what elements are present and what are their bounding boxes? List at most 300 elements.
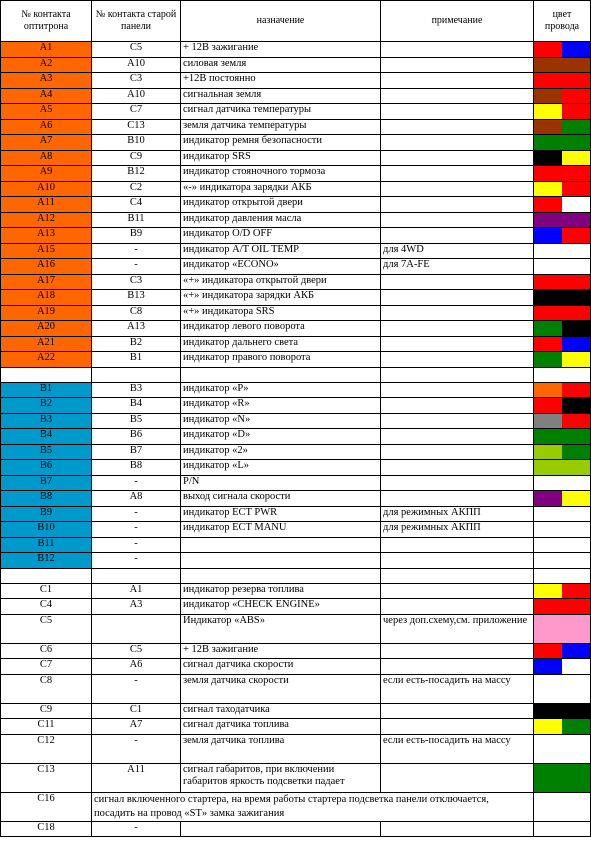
note-cell: для 4WD (381, 243, 534, 259)
purpose-cell (181, 537, 381, 553)
optitron-pin: C9 (1, 703, 92, 719)
wire-color-bars (534, 476, 590, 491)
wire-color-bars (534, 429, 590, 444)
wire-color-swatch (534, 57, 591, 73)
wire-color-bars (534, 73, 590, 88)
old-panel-pin: C7 (92, 104, 181, 120)
table-row (1, 352, 591, 368)
wire-color-yellow (534, 182, 562, 197)
wire-color-red (534, 306, 562, 321)
wire-color-bars (534, 306, 590, 321)
wire-color-red (534, 275, 562, 290)
table-row (1, 583, 591, 599)
table-row (1, 763, 591, 792)
optitron-pin: C7 (1, 659, 92, 675)
note-cell (381, 659, 534, 675)
wire-color-green (562, 445, 590, 460)
optitron-pin: C6 (1, 643, 92, 659)
note-cell (381, 305, 534, 321)
wire-color-white (562, 675, 590, 703)
wire-color-red (562, 104, 590, 119)
optitron-pin: A16 (1, 259, 92, 275)
wire-color-swatch (534, 259, 591, 275)
optitron-pin: A20 (1, 321, 92, 337)
table-row (1, 259, 591, 275)
old-panel-pin: B7 (92, 444, 181, 460)
wire-color-bars (534, 538, 590, 553)
table-row (1, 274, 591, 290)
table-row (1, 614, 591, 643)
note-cell: для режимных АКПП (381, 506, 534, 522)
wire-color-bars (534, 553, 590, 568)
note-cell (381, 119, 534, 135)
purpose-cell: индикатор «R» (181, 398, 381, 414)
optitron-pin: B3 (1, 413, 92, 429)
wire-color-red (562, 599, 590, 614)
old-panel-pin: C5 (92, 42, 181, 58)
optitron-pin: A8 (1, 150, 92, 166)
wire-color-swatch (534, 197, 591, 213)
wire-color-bars (534, 104, 590, 119)
table-row (1, 398, 591, 414)
table-row (1, 444, 591, 460)
table-row (1, 305, 591, 321)
wire-color-bars (534, 337, 590, 352)
wire-color-red (562, 383, 590, 398)
old-panel-pin (92, 614, 181, 643)
old-panel-pin: B12 (92, 166, 181, 182)
optitron-pin: A3 (1, 73, 92, 89)
old-panel-pin: C8 (92, 305, 181, 321)
wire-color-red (534, 42, 562, 57)
wire-color-bars (534, 764, 590, 792)
wire-color-swatch (534, 166, 591, 182)
wire-color-swatch (534, 88, 591, 104)
old-panel-pin: A3 (92, 599, 181, 615)
optitron-pin: B4 (1, 429, 92, 445)
optitron-pin: B8 (1, 491, 92, 507)
empty-cell (1, 367, 92, 382)
purpose-cell (181, 553, 381, 569)
wire-color-swatch (534, 522, 591, 538)
wire-color-brown (534, 89, 562, 104)
wire-color-bars (534, 58, 590, 73)
purpose-cell: сигнал включенного стартера, на время работы стартера подсветка панели отключается, посадить на провод «ST» замка зажигания (92, 792, 534, 821)
wire-color-white (562, 244, 590, 259)
note-cell (381, 821, 534, 837)
wire-color-swatch (534, 135, 591, 151)
old-panel-pin: A13 (92, 321, 181, 337)
note-cell (381, 197, 534, 213)
wire-color-swatch (534, 352, 591, 368)
wire-color-bars (534, 197, 590, 212)
table-row (1, 73, 591, 89)
wire-color-pink (562, 615, 590, 643)
wire-color-swatch (534, 305, 591, 321)
wire-color-black (562, 704, 590, 719)
optitron-pin: A17 (1, 274, 92, 290)
note-cell (381, 460, 534, 476)
wire-color-swatch (534, 243, 591, 259)
wire-color-green (562, 764, 590, 792)
optitron-pin: A6 (1, 119, 92, 135)
wire-color-purple (562, 213, 590, 228)
wire-color-swatch (534, 104, 591, 120)
table-row (1, 792, 591, 821)
optitron-pin: C1 (1, 583, 92, 599)
header-old-panel-pin: № контакта старой панели (92, 1, 181, 42)
wire-color-lime (534, 460, 562, 475)
note-cell (381, 719, 534, 735)
wire-color-brown (534, 58, 562, 73)
old-panel-pin: B6 (92, 429, 181, 445)
table-row (1, 88, 591, 104)
wire-color-bars (534, 275, 590, 290)
wire-color-swatch (534, 321, 591, 337)
note-cell: для режимных АКПП (381, 522, 534, 538)
purpose-cell: силовая земля (181, 57, 381, 73)
wire-color-swatch (534, 821, 591, 837)
purpose-cell: «+» индикатора SRS (181, 305, 381, 321)
old-panel-pin: - (92, 506, 181, 522)
table-row (1, 821, 591, 837)
old-panel-pin: A10 (92, 88, 181, 104)
note-cell (381, 413, 534, 429)
wire-color-white (562, 197, 590, 212)
wire-color-green (562, 135, 590, 150)
wire-color-swatch (534, 73, 591, 89)
wire-color-red (562, 228, 590, 243)
empty-cell (92, 367, 181, 382)
old-panel-pin: C2 (92, 181, 181, 197)
note-cell (381, 88, 534, 104)
wire-color-bars (534, 615, 590, 643)
wire-color-green (534, 352, 562, 367)
wire-color-bars (534, 228, 590, 243)
old-panel-pin: A1 (92, 583, 181, 599)
optitron-pin: A12 (1, 212, 92, 228)
note-cell (381, 166, 534, 182)
optitron-pin: A21 (1, 336, 92, 352)
optitron-pin: A1 (1, 42, 92, 58)
optitron-pin: C13 (1, 763, 92, 792)
note-cell (381, 444, 534, 460)
wire-color-swatch (534, 553, 591, 569)
wire-color-brown (562, 58, 590, 73)
old-panel-pin: A7 (92, 719, 181, 735)
optitron-pin: B1 (1, 382, 92, 398)
wire-color-blue (534, 659, 562, 674)
optitron-pin: B9 (1, 506, 92, 522)
note-cell: если есть-посадить на массу (381, 674, 534, 703)
wire-color-yellow (562, 352, 590, 367)
old-panel-pin: - (92, 475, 181, 491)
table-row (1, 429, 591, 445)
table-row (1, 290, 591, 306)
table-row (1, 243, 591, 259)
old-panel-pin: B13 (92, 290, 181, 306)
optitron-pin: C8 (1, 674, 92, 703)
purpose-cell: P/N (181, 475, 381, 491)
wire-color-orange (534, 383, 562, 398)
table-row (1, 42, 591, 58)
optitron-pin: A10 (1, 181, 92, 197)
purpose-cell: Индикатор «ABS» (181, 614, 381, 643)
purpose-cell: индикатор «L» (181, 460, 381, 476)
wire-color-red (562, 414, 590, 429)
old-panel-pin: A6 (92, 659, 181, 675)
wire-color-white (534, 675, 562, 703)
old-panel-pin: B5 (92, 413, 181, 429)
wire-color-white (562, 259, 590, 274)
old-panel-pin: B2 (92, 336, 181, 352)
empty-cell (381, 568, 534, 583)
table-row (1, 674, 591, 703)
purpose-cell: индикатор «N» (181, 413, 381, 429)
optitron-pin: A9 (1, 166, 92, 182)
wire-color-purple (534, 491, 562, 506)
wire-color-green (534, 135, 562, 150)
purpose-cell: сигнал датчика топлива (181, 719, 381, 735)
wire-color-swatch (534, 181, 591, 197)
note-cell (381, 181, 534, 197)
wire-color-white (562, 735, 590, 763)
optitron-pin: A7 (1, 135, 92, 151)
wire-color-white (562, 659, 590, 674)
wire-color-bars (534, 460, 590, 475)
table-row (1, 212, 591, 228)
purpose-cell: земля датчика температуры (181, 119, 381, 135)
note-cell (381, 336, 534, 352)
wire-color-swatch (534, 429, 591, 445)
wire-color-white (534, 507, 562, 522)
wire-color-bars (534, 182, 590, 197)
wire-color-green (562, 429, 590, 444)
wire-color-green (534, 764, 562, 792)
table-row (1, 135, 591, 151)
old-panel-pin: - (92, 259, 181, 275)
wire-color-bars (534, 135, 590, 150)
wire-color-yellow (534, 584, 562, 599)
purpose-cell: индикатор дальнего света (181, 336, 381, 352)
wire-color-black (534, 290, 562, 305)
table-row (1, 506, 591, 522)
note-cell (381, 57, 534, 73)
wire-color-red (562, 275, 590, 290)
purpose-cell: индикатор левого поворота (181, 321, 381, 337)
wire-color-bars (534, 120, 590, 135)
empty-cell (534, 367, 591, 382)
wire-color-swatch (534, 150, 591, 166)
wire-color-bars (534, 166, 590, 181)
old-panel-pin: - (92, 537, 181, 553)
wire-color-bars (534, 321, 590, 336)
table-row (1, 228, 591, 244)
spacer-row (1, 367, 591, 382)
purpose-cell: земля датчика топлива (181, 734, 381, 763)
wire-color-bars (534, 599, 590, 614)
old-panel-pin: C13 (92, 119, 181, 135)
wire-color-swatch (534, 212, 591, 228)
wire-color-yellow (534, 719, 562, 734)
wire-color-swatch (534, 763, 591, 792)
empty-cell (534, 568, 591, 583)
note-cell (381, 290, 534, 306)
optitron-pin: C4 (1, 599, 92, 615)
wire-color-swatch (534, 460, 591, 476)
table-row (1, 181, 591, 197)
optitron-pin: B2 (1, 398, 92, 414)
purpose-cell: выход сигнала скорости (181, 491, 381, 507)
wire-color-bars (534, 89, 590, 104)
empty-cell (381, 367, 534, 382)
purpose-cell: +12В постоянно (181, 73, 381, 89)
wire-color-blue (534, 228, 562, 243)
table-row (1, 336, 591, 352)
wire-color-swatch (534, 659, 591, 675)
wire-color-bars (534, 151, 590, 166)
table-row (1, 57, 591, 73)
wire-color-bars (534, 704, 590, 719)
table-row (1, 119, 591, 135)
wire-color-bars (534, 244, 590, 259)
note-cell (381, 104, 534, 120)
wire-color-green (562, 719, 590, 734)
optitron-pin: B5 (1, 444, 92, 460)
wire-color-white (534, 476, 562, 491)
old-panel-pin: - (92, 243, 181, 259)
wire-color-bars (534, 42, 590, 57)
note-cell: для 7A-FE (381, 259, 534, 275)
wire-color-red (562, 166, 590, 181)
table-row (1, 719, 591, 735)
purpose-cell: индикатор «P» (181, 382, 381, 398)
wire-color-bars (534, 522, 590, 537)
wire-color-red (562, 306, 590, 321)
old-panel-pin: A8 (92, 491, 181, 507)
wire-color-swatch (534, 290, 591, 306)
purpose-cell: «-» индикатора зарядки АКБ (181, 181, 381, 197)
purpose-cell: индикатор стояночного тормоза (181, 166, 381, 182)
old-panel-pin: B8 (92, 460, 181, 476)
wire-color-swatch (534, 643, 591, 659)
purpose-cell: индикатор ECT PWR (181, 506, 381, 522)
table-row (1, 475, 591, 491)
wire-color-red (534, 197, 562, 212)
wire-color-red (562, 73, 590, 88)
optitron-pin: C12 (1, 734, 92, 763)
wire-color-swatch (534, 274, 591, 290)
optitron-pin: B11 (1, 537, 92, 553)
wire-color-bars (534, 445, 590, 460)
note-cell (381, 42, 534, 58)
wire-color-swatch (534, 413, 591, 429)
old-panel-pin: - (92, 522, 181, 538)
wire-color-swatch (534, 119, 591, 135)
note-cell (381, 135, 534, 151)
table-row (1, 104, 591, 120)
wire-color-gray (534, 414, 562, 429)
wire-color-green (534, 321, 562, 336)
purpose-cell: индикатор «2» (181, 444, 381, 460)
old-panel-pin: B4 (92, 398, 181, 414)
note-cell (381, 352, 534, 368)
wire-color-yellow (562, 151, 590, 166)
table-row (1, 150, 591, 166)
old-panel-pin: C9 (92, 150, 181, 166)
wire-color-swatch (534, 506, 591, 522)
wire-color-swatch (534, 42, 591, 58)
wire-color-white (562, 538, 590, 553)
old-panel-pin: B1 (92, 352, 181, 368)
old-panel-pin: B3 (92, 382, 181, 398)
wire-color-white (534, 735, 562, 763)
empty-cell (181, 568, 381, 583)
optitron-pin: B7 (1, 475, 92, 491)
old-panel-pin: C3 (92, 73, 181, 89)
wire-color-swatch (534, 614, 591, 643)
wire-color-swatch (534, 444, 591, 460)
purpose-cell: земля датчика скорости (181, 674, 381, 703)
wire-color-pink (534, 615, 562, 643)
wire-color-bars (534, 675, 590, 703)
wire-color-red (534, 599, 562, 614)
table-row (1, 197, 591, 213)
note-cell (381, 475, 534, 491)
purpose-cell: сигнал датчика скорости (181, 659, 381, 675)
wire-color-green (562, 120, 590, 135)
wire-color-white (534, 522, 562, 537)
wire-color-swatch (534, 734, 591, 763)
wire-color-black (534, 704, 562, 719)
wire-color-swatch (534, 382, 591, 398)
optitron-pin: C18 (1, 821, 92, 837)
note-cell: если есть-посадить на массу (381, 734, 534, 763)
wire-color-purple (534, 213, 562, 228)
purpose-cell: индикатор A/T OIL TEMP (181, 243, 381, 259)
wire-color-lime (562, 460, 590, 475)
header-optitron-pin: № контакта оптитрона (1, 1, 92, 42)
optitron-pin: A18 (1, 290, 92, 306)
wire-color-yellow (562, 491, 590, 506)
purpose-cell: индикатор правого поворота (181, 352, 381, 368)
optitron-pin: B10 (1, 522, 92, 538)
wire-color-black (562, 321, 590, 336)
old-panel-pin: C4 (92, 197, 181, 213)
optitron-pin: A5 (1, 104, 92, 120)
note-cell (381, 321, 534, 337)
wire-color-swatch (534, 537, 591, 553)
wire-color-bars (534, 259, 590, 274)
wire-color-bars (534, 719, 590, 734)
wire-color-white (562, 522, 590, 537)
wire-color-swatch (534, 599, 591, 615)
header-purpose: назначение (181, 1, 381, 42)
wire-color-white (562, 507, 590, 522)
wire-color-brown (534, 120, 562, 135)
header-note: примечание (381, 1, 534, 42)
note-cell (381, 553, 534, 569)
wire-color-bars (534, 398, 590, 413)
table-row (1, 413, 591, 429)
purpose-cell: индикатор «D» (181, 429, 381, 445)
wire-color-red (534, 166, 562, 181)
empty-cell (1, 568, 92, 583)
wire-color-red (562, 89, 590, 104)
optitron-pin: A13 (1, 228, 92, 244)
purpose-cell: сигнал датчика температуры (181, 104, 381, 120)
purpose-cell: сигнал габаритов, при включении габаритов яркость подсветки падает (181, 763, 381, 792)
